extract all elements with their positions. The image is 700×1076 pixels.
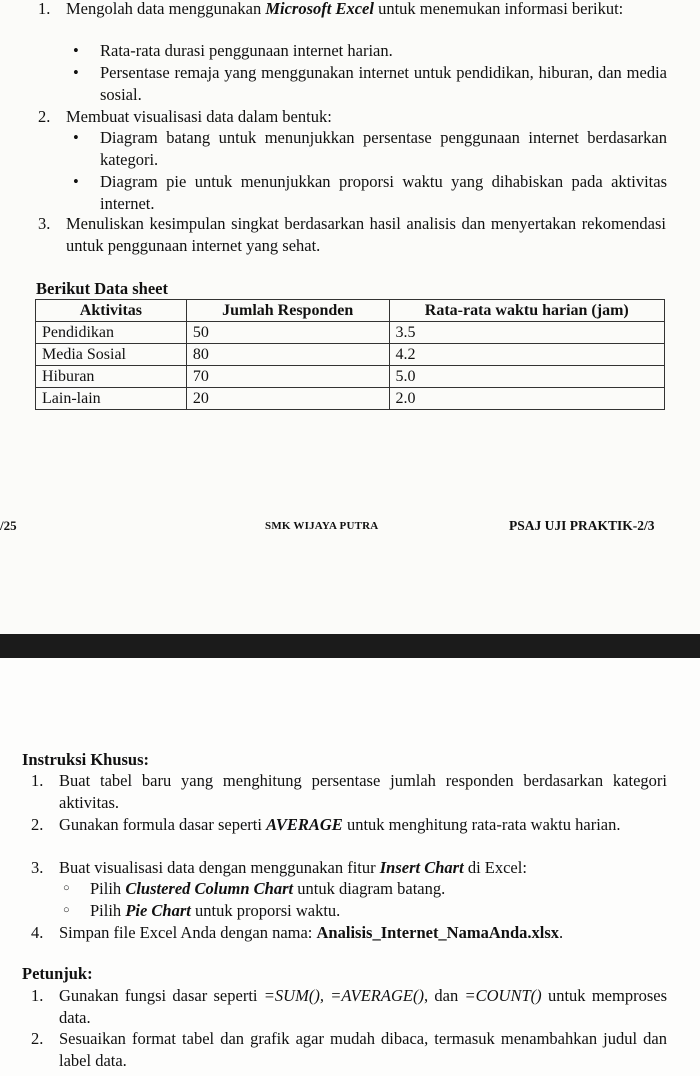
table-cell: Pendidikan — [36, 322, 187, 344]
emphasis: Microsoft Excel — [265, 0, 374, 18]
page-separator — [0, 634, 700, 658]
table-cell: 5.0 — [389, 366, 664, 388]
table-header-row — [36, 300, 665, 322]
circle-bullet-icon: ○ — [63, 904, 70, 916]
bullet-icon: • — [73, 41, 79, 60]
table-row — [36, 388, 665, 410]
bullet-icon: • — [73, 63, 79, 82]
table-cell: Hiburan — [36, 366, 187, 388]
footer-exam-code: PSAJ UJI PRAKTIK-2/3 — [509, 518, 655, 533]
table-cell: 70 — [186, 366, 389, 388]
table-cell: 4.2 — [389, 344, 664, 366]
emphasis: Clustered Column Chart — [125, 879, 294, 898]
table-row — [36, 366, 665, 388]
petunjuk-heading: Petunjuk: — [22, 964, 93, 983]
document-page-1: 1. Mengolah data menggunakan Microsoft Excel untuk menemukan informasi berikut: • Rata-rata durasi penggunaan internet harian. • Persentase remaja yang menggunakan internet untuk pendidikan, hiburan, dan media sosial. 2. Membuat visualisasi data dalam bentuk: • Diagram batang untuk menunjukkan persentase penggunaan internet berdasarkan kategori. • Diagram pie untuk menunjukkan proporsi waktu yang dihabiskan pada aktivitas internet. 3. Menuliskan kesimpulan singkat berdasarkan hasil analisis dan menyertakan rekomendasi untuk penggunaan internet yang sehat. Berikut Data sheet Aktivitas Jumlah Responden Rata-rata waktu harian (jam) Pendidikan 50 3.5 Media Sosial 80 4.2 Hiburan 70 5.0 Lain-lain 20 2.0 /25 SMK WIJAYA PUTRA PSAJ UJI PRAKTIK-2/3 — [0, 0, 700, 634]
step-number: 3. — [38, 214, 51, 233]
table-cell: 20 — [186, 388, 389, 410]
table-cell: 3.5 — [389, 322, 664, 344]
datasheet-label: Berikut Data sheet — [36, 279, 168, 298]
table-cell: 2.0 — [389, 388, 664, 410]
circle-bullet-icon: ○ — [63, 882, 70, 894]
table-cell: 80 — [186, 344, 389, 366]
document-page-2: Instruksi Khusus: 1. Buat tabel baru yang menghitung persentase jumlah responden berdasarkan kategori aktivitas. 2. Gunakan formula dasar seperti AVERAGE untuk menghitung rata-rata waktu harian. 3. Buat visualisasi data dengan menggunakan fitur Insert Chart di Excel: ○ Pilih Clustered Column Chart untuk diagram batang. ○ Pilih Pie Chart untuk proporsi waktu. 4. Simpan file Excel Anda dengan nama: Analisis_Internet_NamaAnda.xlsx. Petunjuk: 1. Gunakan fungsi dasar seperti =SUM(), =AVERAGE(), dan =COUNT() untuk memproses data. 2. Sesuaikan format tabel dan grafik agar mudah dibaca, termasuk menambahkan judul dan label data. — [0, 658, 700, 1076]
table-header-cell: Aktivitas — [36, 300, 187, 322]
table-header-cell: Rata-rata waktu harian (jam) — [389, 300, 664, 322]
emphasis: Pie Chart — [125, 901, 191, 920]
table-header-cell: Jumlah Responden — [186, 300, 389, 322]
emphasis: AVERAGE — [266, 815, 343, 834]
emphasis: =COUNT() — [464, 986, 542, 1005]
step-text: Mengolah data menggunakan Microsoft Excel untuk menemukan informasi berikut: — [66, 0, 624, 18]
emphasis: Insert Chart — [379, 858, 464, 877]
instruksi-heading: Instruksi Khusus: — [22, 750, 150, 769]
footer-page-number: /25 — [0, 518, 17, 533]
table-row — [36, 344, 665, 366]
bullet-icon: • — [73, 128, 79, 147]
table-cell: Lain-lain — [36, 388, 187, 410]
bullet-icon: • — [73, 172, 79, 191]
step-number: 1. — [38, 0, 51, 18]
emphasis: =SUM(), =AVERAGE() — [263, 986, 424, 1005]
table-row — [36, 322, 665, 344]
footer-school-name: SMK WIJAYA PUTRA — [265, 520, 379, 532]
table-cell: Media Sosial — [36, 344, 187, 366]
step-number: 2. — [38, 107, 51, 126]
table-cell: 50 — [186, 322, 389, 344]
file-name: Analisis_Internet_NamaAnda.xlsx — [316, 923, 559, 942]
data-sheet-table — [35, 299, 665, 410]
